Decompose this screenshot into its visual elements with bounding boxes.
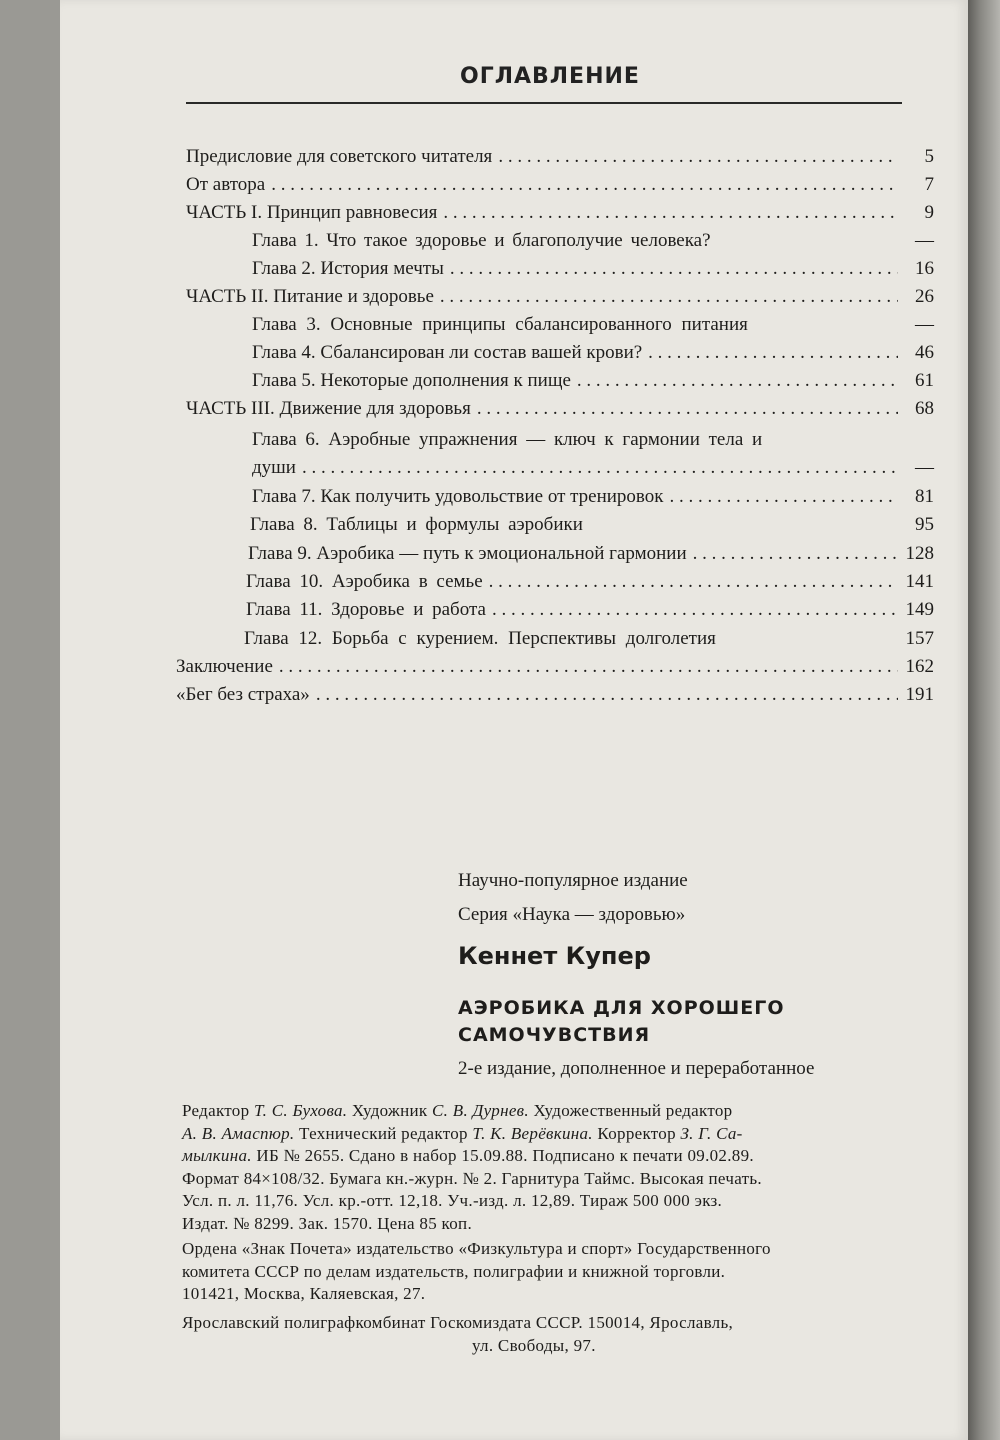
credits-line <box>182 1100 762 1123</box>
publisher-line: 101421, Москва, Каляевская, 27. <box>182 1284 426 1304</box>
toc-entry-title: Глава 8. Таблицы и формулы аэробики <box>250 514 583 535</box>
toc-leader-dots <box>489 568 898 596</box>
toc-entry-title: Глава 7. Как получить удовольствие от тренировок <box>252 486 664 507</box>
credits-line: Издат. № 8299. Зак. 1570. Цена 85 коп. <box>182 1213 472 1233</box>
toc-entry-title: «Бег без страха» <box>176 684 310 705</box>
toc-entry[interactable] <box>248 540 934 568</box>
toc-leader-dots <box>271 171 898 199</box>
toc-entry-page: 9 <box>924 202 934 223</box>
toc-entry-page: — <box>915 457 934 478</box>
print-dates: ИБ № 2655. Сдано в набор 15.09.88. Подписано к печати 09.02.89. <box>256 1146 754 1166</box>
toc-entry-title: Предисловие для советского читателя <box>186 146 493 167</box>
toc-entry-title: ЧАСТЬ II. Питание и здоровье <box>186 286 434 307</box>
toc-entry-title: Глава 5. Некоторые дополнения к пище <box>252 370 571 391</box>
toc-leader-dots <box>577 367 898 395</box>
toc-entry-title: Глава 1. Что такое здоровье и благополучие человека? <box>252 230 711 251</box>
toc-entry-page: 191 <box>905 684 934 705</box>
toc-entry-title: Глава 2. История мечты <box>252 258 444 279</box>
credits-line: Усл. п. л. 11,76. Усл. кр.-отт. 12,18. Уч.-изд. л. 12,89. Тираж 500 000 экз. <box>182 1191 723 1211</box>
toc-leader-dots <box>450 255 898 283</box>
toc-entry[interactable] <box>186 171 934 199</box>
toc-entry-title: души <box>252 457 296 478</box>
toc-entry[interactable] <box>252 426 934 454</box>
toc-entry-title: Глава 4. Сбалансирован ли состав вашей крови? <box>252 342 643 363</box>
publisher-line: Ордена «Знак Почета» издательство «Физкультура и спорт» Государственного <box>182 1239 771 1258</box>
toc-entry[interactable] <box>186 143 934 171</box>
toc-entry[interactable] <box>176 653 934 681</box>
credits-line <box>182 1123 762 1146</box>
page-title: ОГЛАВЛЕНИЕ <box>460 64 640 89</box>
publisher-line: комитета СССР по делам издательств, полиграфии и книжной торговли. <box>182 1261 726 1281</box>
toc-entry-page: 81 <box>915 486 934 507</box>
author-name: Кеннет Купер <box>458 942 651 970</box>
toc-entry-title: ЧАСТЬ III. Движение для здоровья <box>186 398 471 419</box>
toc-entry-page: 68 <box>915 398 934 419</box>
toc-entry[interactable] <box>252 454 934 482</box>
credits-block <box>182 1100 762 1236</box>
toc-entry[interactable] <box>176 681 934 709</box>
toc-entry-title: Заключение <box>176 656 273 677</box>
toc-leader-dots <box>693 540 898 568</box>
book-title <box>458 995 785 1049</box>
credits-line: Формат 84×108/32. Бумага кн.-журн. № 2. Гарнитура Таймс. Высокая печать. <box>182 1168 762 1188</box>
book-title-line: АЭРОБИКА ДЛЯ ХОРОШЕГО <box>458 997 785 1019</box>
artist-label: Художник <box>351 1101 428 1120</box>
toc-entry[interactable] <box>186 199 934 227</box>
toc-entry[interactable] <box>252 367 934 395</box>
publication-genre: Научно-популярное издание <box>458 870 688 891</box>
editor-name: Т. С. Бухова. <box>253 1101 348 1120</box>
toc-leader-dots <box>443 199 898 227</box>
toc-leader-dots <box>477 395 898 423</box>
page-edge <box>968 0 1000 1440</box>
tech-editor-label: Технический редактор <box>299 1123 468 1143</box>
toc-leader-dots <box>498 143 898 171</box>
toc-entry-title: Глава 6. Аэробные упражнения — ключ к гармонии тела и <box>252 429 763 450</box>
toc-entry[interactable] <box>186 395 934 423</box>
toc-entry[interactable] <box>246 568 934 596</box>
toc-entry-page: 157 <box>905 628 934 649</box>
toc-leader-dots <box>440 283 898 311</box>
corrector-name: З. Г. Са- <box>680 1123 743 1143</box>
toc-entry-page: 149 <box>905 599 934 620</box>
toc-entry-page: 162 <box>905 656 934 677</box>
edition-note: 2-е издание, дополненное и переработанное <box>458 1058 815 1079</box>
artist-name: С. В. Дурнев. <box>432 1101 529 1120</box>
toc-entry-title: Глава 12. Борьба с курением. Перспективы долголетия <box>244 628 716 649</box>
toc-entry-page: 61 <box>915 370 934 391</box>
credits-line <box>182 1145 762 1168</box>
book-title-line: САМОЧУВСТВИЯ <box>458 1024 651 1046</box>
toc-entry-page: 128 <box>905 543 934 564</box>
toc-entry-page: 16 <box>915 258 934 279</box>
toc-entry[interactable] <box>246 596 934 624</box>
printer-block <box>182 1312 733 1357</box>
toc-entry[interactable] <box>252 255 934 283</box>
toc-leader-dots <box>492 596 898 624</box>
toc-entry[interactable] <box>186 283 934 311</box>
series-name: Серия «Наука — здоровью» <box>458 904 686 925</box>
publisher-block <box>182 1238 771 1306</box>
corrector-name-cont: мылкина. <box>182 1146 252 1166</box>
printer-line: Ярославский полиграфкомбинат Госкомиздата СССР. 150014, Ярославль, <box>182 1313 734 1332</box>
toc-entry-title: Глава 9. Аэробика — путь к эмоциональной гармонии <box>248 543 687 564</box>
toc-entry-page: 95 <box>915 514 934 535</box>
toc-entry-page: — <box>915 230 934 251</box>
toc-entry-page: — <box>915 314 934 335</box>
toc-leader-dots <box>316 681 898 709</box>
toc-leader-dots <box>670 483 899 511</box>
toc-entry-page: 46 <box>915 342 934 363</box>
corrector-label: Корректор <box>597 1123 676 1143</box>
printer-line: ул. Свободы, 97. <box>472 1335 596 1355</box>
art-editor-label: Художественный редактор <box>533 1101 733 1120</box>
heading-rule <box>186 102 902 104</box>
toc-entry[interactable] <box>250 511 934 539</box>
toc-leader-dots <box>302 454 898 482</box>
toc-leader-dots <box>279 653 898 681</box>
toc-entry-title: От автора <box>186 174 266 195</box>
toc-entry-title: Глава 3. Основные принципы сбалансированного питания <box>252 314 748 335</box>
toc-leader-dots <box>648 339 898 367</box>
editor-label: Редактор <box>182 1101 250 1120</box>
tech-editor-name: Т. К. Верёвкина. <box>472 1123 593 1143</box>
toc-entry-title: ЧАСТЬ I. Принцип равновесия <box>186 202 438 223</box>
toc-entry[interactable] <box>252 339 934 367</box>
toc-entry[interactable] <box>244 625 934 653</box>
toc-entry-page: 7 <box>924 174 934 195</box>
toc-entry-title: Глава 10. Аэробика в семье <box>246 571 483 592</box>
toc-entry[interactable] <box>252 227 934 255</box>
toc-entry-page: 26 <box>915 286 934 307</box>
toc-entry-title: Глава 11. Здоровье и работа <box>246 599 486 620</box>
toc-entry-page: 141 <box>905 571 934 592</box>
toc-entry[interactable] <box>252 483 934 511</box>
toc-entry[interactable] <box>252 311 934 339</box>
art-editor-name: А. В. Амаспюр. <box>182 1123 295 1143</box>
toc-entry-page: 5 <box>924 146 934 167</box>
